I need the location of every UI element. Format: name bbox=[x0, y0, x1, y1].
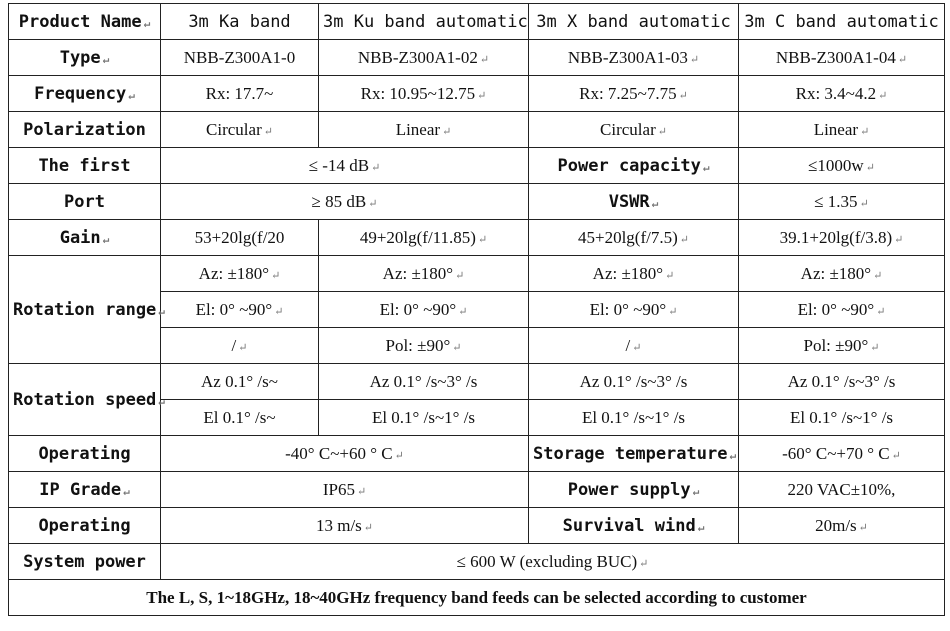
frequency-ka: Rx: 17.7~ bbox=[161, 76, 319, 112]
rotation-speed-az-row bbox=[9, 364, 945, 400]
rotation-speed-az-ku: Az 0.1° /s~3° /s bbox=[319, 364, 529, 400]
header-row bbox=[9, 4, 945, 40]
survival-wind-label: Survival wind ↵ bbox=[529, 508, 739, 544]
gain-ku: 49+20lg(f/11.85) ↵ bbox=[319, 220, 529, 256]
wind-row bbox=[9, 508, 945, 544]
product-col-x: 3m X band automatic bbox=[529, 4, 739, 40]
storage-temp-value: -60° C~+70 ° C ↵ bbox=[739, 436, 945, 472]
rotation-range-el-ka: El: 0° ~90° ↵ bbox=[161, 292, 319, 328]
rotation-speed-el-c: El 0.1° /s~1° /s bbox=[739, 400, 945, 436]
rotation-range-pol-ka: / ↵ bbox=[161, 328, 319, 364]
type-label: Type ↵ bbox=[9, 40, 161, 76]
temperature-row bbox=[9, 436, 945, 472]
type-ku: NBB-Z300A1-02 ↵ bbox=[319, 40, 529, 76]
polarization-ka: Circular ↵ bbox=[161, 112, 319, 148]
frequency-c: Rx: 3.4~4.2 ↵ bbox=[739, 76, 945, 112]
ip-row bbox=[9, 472, 945, 508]
product-col-c: 3m C band automatic bbox=[739, 4, 945, 40]
sidelobe-label: The first bbox=[9, 148, 161, 184]
product-col-ka: 3m Ka band bbox=[161, 4, 319, 40]
vswr-label: VSWR ↵ bbox=[529, 184, 739, 220]
isolation-label: Port bbox=[9, 184, 161, 220]
polarization-row bbox=[9, 112, 945, 148]
rotation-range-az-x: Az: ±180° ↵ bbox=[529, 256, 739, 292]
rotation-speed-az-x: Az 0.1° /s~3° /s bbox=[529, 364, 739, 400]
storage-temp-label: Storage temperature ↵ bbox=[529, 436, 739, 472]
polarization-label: Polarization bbox=[9, 112, 161, 148]
system-power-label: System power bbox=[9, 544, 161, 580]
frequency-ku: Rx: 10.95~12.75 ↵ bbox=[319, 76, 529, 112]
frequency-x: Rx: 7.25~7.75 ↵ bbox=[529, 76, 739, 112]
polarization-x: Circular ↵ bbox=[529, 112, 739, 148]
product-col-ku: 3m Ku band automatic bbox=[319, 4, 529, 40]
power-capacity-label: Power capacity ↵ bbox=[529, 148, 739, 184]
note-row bbox=[9, 580, 945, 616]
frequency-row bbox=[9, 76, 945, 112]
product-name-label: Product Name ↵ bbox=[9, 4, 161, 40]
power-supply-label: Power supply ↵ bbox=[529, 472, 739, 508]
gain-x: 45+20lg(f/7.5) ↵ bbox=[529, 220, 739, 256]
system-power-value: ≤ 600 W (excluding BUC) ↵ bbox=[161, 544, 945, 580]
rotation-speed-label: Rotation speed ↵ bbox=[9, 364, 161, 436]
spec-table bbox=[8, 3, 945, 616]
polarization-ku: Linear ↵ bbox=[319, 112, 529, 148]
sidelobe-value: ≤ -14 dB ↵ bbox=[161, 148, 529, 184]
gain-ka: 53+20lg(f/20 bbox=[161, 220, 319, 256]
rotation-range-az-ku: Az: ±180° ↵ bbox=[319, 256, 529, 292]
frequency-label: Frequency ↵ bbox=[9, 76, 161, 112]
rotation-range-label: Rotation range ↵ bbox=[9, 256, 161, 364]
rotation-range-pol-c: Pol: ±90° ↵ bbox=[739, 328, 945, 364]
gain-label: Gain ↵ bbox=[9, 220, 161, 256]
rotation-range-az-ka: Az: ±180° ↵ bbox=[161, 256, 319, 292]
rotation-range-pol-x: / ↵ bbox=[529, 328, 739, 364]
rotation-range-el-ku: El: 0° ~90° ↵ bbox=[319, 292, 529, 328]
ip-grade-value: IP65 ↵ bbox=[161, 472, 529, 508]
polarization-c: Linear ↵ bbox=[739, 112, 945, 148]
rotation-range-el-x: El: 0° ~90° ↵ bbox=[529, 292, 739, 328]
ip-grade-label: IP Grade ↵ bbox=[9, 472, 161, 508]
rotation-range-az-row bbox=[9, 256, 945, 292]
rotation-speed-el-x: El 0.1° /s~1° /s bbox=[529, 400, 739, 436]
power-capacity-value: ≤1000w ↵ bbox=[739, 148, 945, 184]
gain-c: 39.1+20lg(f/3.8) ↵ bbox=[739, 220, 945, 256]
survival-wind-value: 20m/s ↵ bbox=[739, 508, 945, 544]
isolation-value: ≥ 85 dB ↵ bbox=[161, 184, 529, 220]
rotation-range-az-c: Az: ±180° ↵ bbox=[739, 256, 945, 292]
feed-selection-note: The L, S, 1~18GHz, 18~40GHz frequency band feeds can be selected according to customer bbox=[9, 580, 945, 616]
rotation-speed-az-c: Az 0.1° /s~3° /s bbox=[739, 364, 945, 400]
operating-temp-value: -40° C~+60 ° C ↵ bbox=[161, 436, 529, 472]
type-x: NBB-Z300A1-03 ↵ bbox=[529, 40, 739, 76]
type-row bbox=[9, 40, 945, 76]
isolation-row bbox=[9, 184, 945, 220]
rotation-range-pol-ku: Pol: ±90° ↵ bbox=[319, 328, 529, 364]
type-ka: NBB-Z300A1-0 bbox=[161, 40, 319, 76]
operating-wind-label: Operating bbox=[9, 508, 161, 544]
power-supply-value: 220 VAC±10%, bbox=[739, 472, 945, 508]
operating-wind-value: 13 m/s ↵ bbox=[161, 508, 529, 544]
rotation-speed-el-ka: El 0.1° /s~ bbox=[161, 400, 319, 436]
system-power-row bbox=[9, 544, 945, 580]
type-c: NBB-Z300A1-04 ↵ bbox=[739, 40, 945, 76]
gain-row bbox=[9, 220, 945, 256]
vswr-value: ≤ 1.35 ↵ bbox=[739, 184, 945, 220]
rotation-speed-az-ka: Az 0.1° /s~ bbox=[161, 364, 319, 400]
operating-temp-label: Operating bbox=[9, 436, 161, 472]
rotation-speed-el-ku: El 0.1° /s~1° /s bbox=[319, 400, 529, 436]
sidelobe-row bbox=[9, 148, 945, 184]
rotation-range-el-c: El: 0° ~90° ↵ bbox=[739, 292, 945, 328]
